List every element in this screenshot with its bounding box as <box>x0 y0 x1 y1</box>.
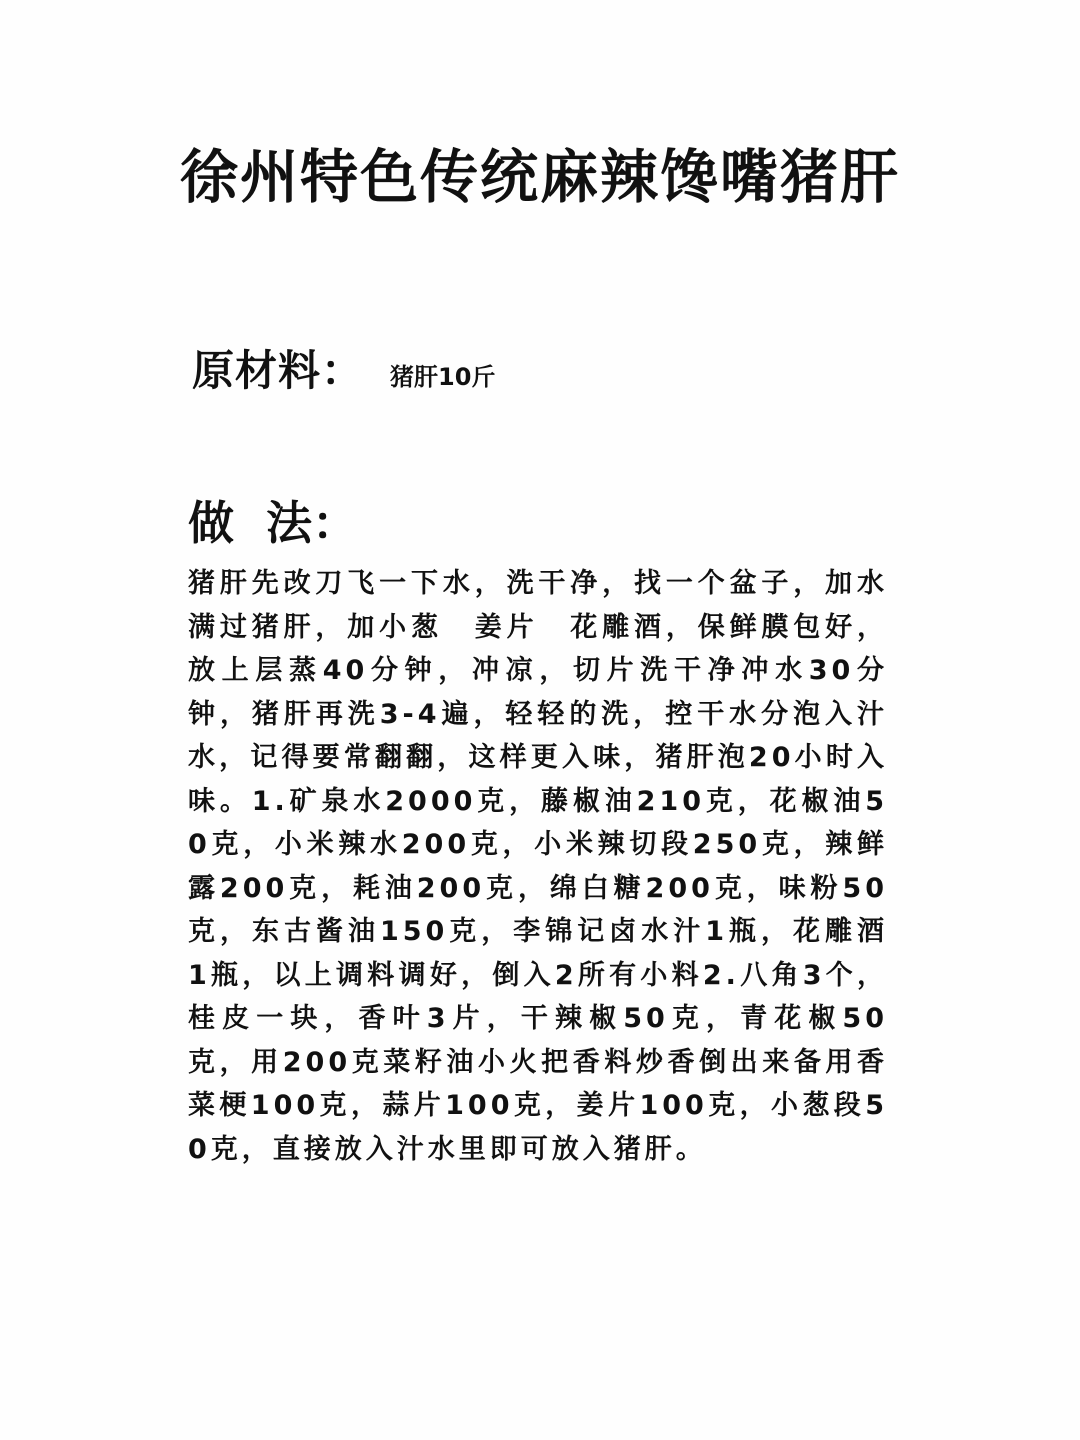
recipe-title: 徐州特色传统麻辣馋嘴猪肝 <box>179 143 900 211</box>
ingredients-label: 原材料： <box>192 346 365 395</box>
method-label: 做 法： <box>188 496 359 550</box>
method-text: 猪肝先改刀飞一下水，洗干净，找一个盆子，加水满过猪肝，加小葱 姜片 花雕酒，保鲜膜包好，放上层蒸40分钟，冲凉，切片洗干净冲水30分钟，猪肝再洗3-4遍，轻轻的洗，控干水分泡入汁水，记得要常翻翻，这样更入味，猪肝泡20小时入味。1.矿泉水2000克，藤椒油210克，花椒油50克，小米辣水200克，小米辣切段250克，辣鲜露200克，耗油200克，绵白糖200克，味粉50克，东古酱油150克，李锦记卤水汁1瓶，花雕酒1瓶，以上调料调好，倒入2所有小料2.八角3个，桂皮一块，香叶3片，干辣椒50克，青花椒50克，用200克菜籽油小火把香料炒香倒出来备用香菜梗100克，蒜片100克，姜片100克，小葱段50克，直接放入汁水里即可放入猪肝。 <box>188 568 888 1165</box>
ingredients-value: 猪肝10斤 <box>390 363 496 391</box>
ingredients-section <box>192 346 496 395</box>
